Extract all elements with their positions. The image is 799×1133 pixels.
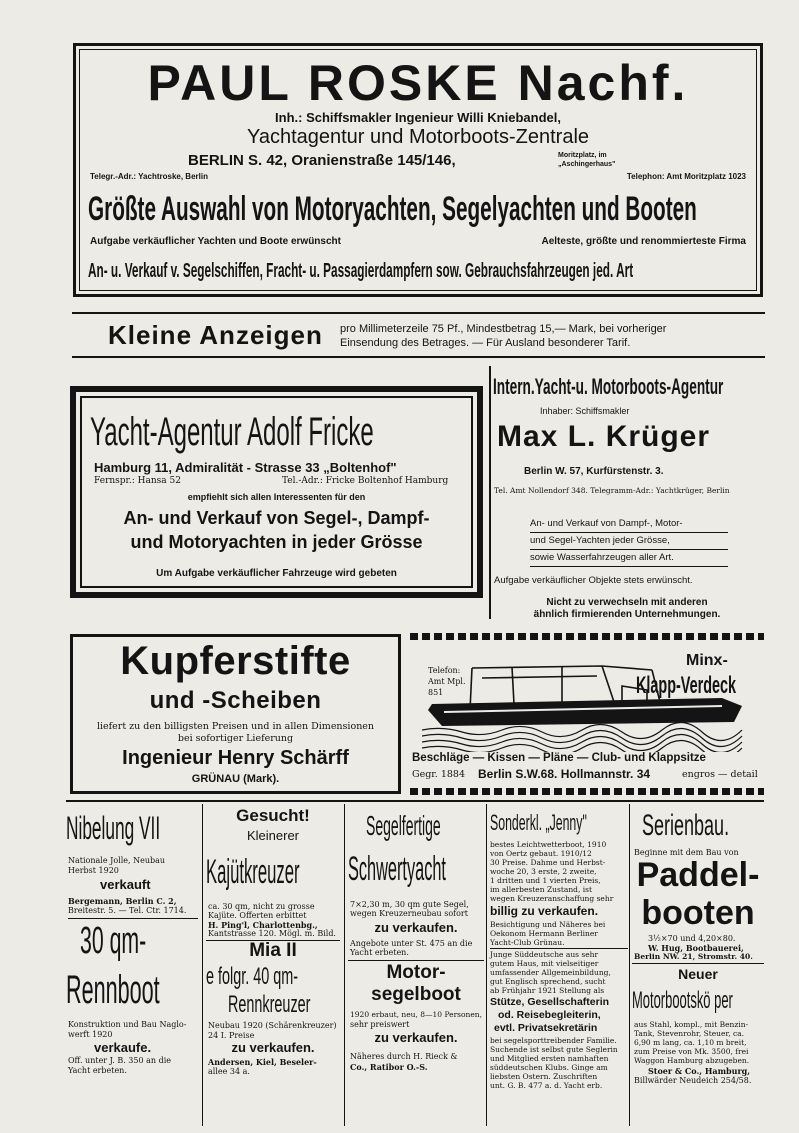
suchende-desc-2: [490, 1036, 628, 1090]
mia-title-3: Rennkreuzer: [228, 991, 311, 1018]
suchende-line: Suchende ist selbst gute Seglerin: [490, 1045, 618, 1054]
minx-brand: Minx-: [686, 652, 728, 669]
rennboot-cta: verkaufe.: [94, 1040, 152, 1055]
nibelung-street: Breitestr. 5. — Tel. Ctr. 1714.: [68, 906, 187, 915]
divider: [72, 356, 765, 358]
krueger-telegram: Tel. Amt Nollendorf 348. Telegramm-Adr.: Yachtkrüger, Berlin: [494, 486, 730, 495]
motorsegelboot-desc-2: sehr preiswert: [350, 1020, 410, 1029]
roske-name: PAUL ROSKE Nachf.: [147, 55, 689, 111]
motorsegelboot-desc-1: 1920 erbaut, neu, 8—10 Personen,: [350, 1010, 483, 1019]
roske-location-note-1: Moritzplatz, im: [558, 152, 607, 159]
schwertyacht-desc-1: 7×2,30 m, 30 qm gute Segel,: [350, 900, 469, 909]
jenny-line: 1 dritten und 1 vierten Preis,: [490, 876, 601, 885]
suchende-line: bei segelsporttreibender Familie.: [490, 1036, 617, 1045]
krueger-warning-2: ähnlich firmierenden Unternehmungen.: [533, 609, 721, 620]
jenny-desc: [490, 840, 628, 903]
paddel-title-2: booten: [641, 894, 755, 932]
mia-cta: zu verkaufen.: [231, 1040, 315, 1055]
jenny-contact-line: Oekonom Hermann Berliner: [490, 929, 598, 938]
paddel-seller: W. Hug, Bootbauerei,: [648, 943, 744, 953]
jenny-line: wegen Kreuzeranschaffung sehr: [490, 894, 614, 903]
suchende-line: und Mitglied ersten namhaften: [490, 1054, 609, 1063]
suchende-line: liebsten Ostern. Zuschriften: [490, 1072, 598, 1081]
kajuet-contact: H. Ping'l, Charlottenbg.,: [208, 920, 318, 930]
suchende-desc: [490, 950, 628, 995]
mia-seller-2: allee 34 a.: [208, 1067, 250, 1076]
gesucht-sub: Kleinerer: [246, 828, 300, 843]
jenny-line: woche 20, 3 erste, 2 zweite,: [490, 867, 597, 876]
fricke-recommend: empfiehlt sich allen Interessenten für den: [187, 492, 366, 502]
jenny-line: im allerbesten Zustand, ist: [490, 885, 592, 894]
motorsegelboot-contact-1: Näheres durch H. Rieck &: [350, 1052, 458, 1061]
suchende-line: ab Frühjahr 1921 Stellung als: [490, 986, 605, 995]
jenny-title: Sonderkl. „Jenny": [490, 810, 587, 835]
rennboot-title-1: 30 qm-: [80, 920, 147, 962]
motorsegelboot-cta: zu verkaufen.: [374, 1030, 458, 1045]
roske-tagline: Yachtagentur und Motorboots-Zentrale: [246, 126, 590, 148]
kupfer-ad: [70, 634, 401, 794]
motorboot-line: Waggon Hamburg abzugeben.: [634, 1056, 750, 1065]
schwertyacht-offer-2: Yacht erbeten.: [350, 948, 409, 957]
mia-title: Mia II: [249, 940, 297, 961]
serienbau-title: Serienbau.: [642, 809, 730, 842]
roske-address: BERLIN S. 42, Oranienstraße 145/146,: [188, 152, 456, 169]
krueger-services-3: sowie Wasserfahrzeugen aller Art.: [530, 550, 728, 567]
fricke-ad: [70, 386, 483, 598]
schwertyacht-desc-2: wegen Kreuzerneubau sofort: [350, 909, 468, 918]
suchende-line: süddeutschen Klubs. Ginge am: [490, 1063, 608, 1072]
kajuet-desc-1: ca. 30 qm, nicht zu grosse: [208, 902, 315, 911]
kupfer-city: GRÜNAU (Mark).: [191, 773, 280, 785]
krueger-services-2: und Segel-Yachten jeder Grösse,: [530, 533, 728, 550]
krueger-services-1: An- und Verkauf von Dampf-, Motor-: [530, 516, 728, 533]
suchende-line: umfassender Allgemeinbildung,: [490, 968, 611, 977]
motorboot-line: 6,90 m lang, ca. 1,10 m breit,: [634, 1038, 747, 1047]
motorsegelboot-title-2: segelboot: [371, 984, 461, 1005]
divider: [348, 960, 484, 961]
suchende-line: unt. G. B. 477 a. d. Yacht erb.: [490, 1081, 603, 1090]
krueger-warning-1: Nicht zu verwechseln mit anderen: [546, 597, 708, 608]
fricke-bottom: Um Aufgabe verkäuflicher Fahrzeuge wird gebeten: [156, 568, 397, 579]
suchende-line: Junge Süddeutsche aus sehr: [490, 950, 599, 959]
minx-phone-amt: Amt Mpl.: [428, 677, 466, 686]
motorboot-title-1: Neuer: [678, 966, 718, 982]
kupfer-company: Ingenieur Henry Schärff: [122, 747, 349, 769]
divider: [72, 312, 765, 314]
paddel-street: Berlin NW. 21, Stromstr. 40.: [634, 952, 753, 961]
mia-desc-1: Neubau 1920 (Schärenkreuzer): [208, 1021, 337, 1030]
dashed-rule: [410, 788, 764, 795]
fricke-big1: An- und Verkauf von Segel-, Dampf-: [123, 508, 430, 528]
roske-headline: Größte Auswahl von Motoryachten, Segelyachten und Booten: [88, 190, 697, 228]
nibelung-seller: Bergemann, Berlin C. 2,: [68, 896, 177, 906]
mia-title-2: e folgr. 40 qm-: [206, 963, 299, 990]
serienbau-desc: Beginne mit dem Bau von: [634, 848, 739, 857]
motorboot-street: Billwärder Neudeich 254/58.: [634, 1076, 752, 1085]
divider: [489, 366, 491, 619]
motorboot-line: zum Preise von Mk. 3500, frei: [634, 1047, 749, 1056]
kleine-line1: pro Millimeterzeile 75 Pf., Mindestbetrag 15,— Mark, bei vorheriger: [340, 323, 667, 335]
krueger-header: Intern.Yacht-u. Motorboots-Agentur: [493, 374, 724, 399]
gesucht-head: Gesucht!: [236, 806, 310, 825]
jenny-contact-line: Yacht-Club Grünau.: [490, 938, 565, 947]
kupfer-subtitle: und -Scheiben: [149, 687, 322, 714]
paddel-title-1: Paddel-: [636, 856, 760, 894]
kupfer-line2: bei sofortiger Lieferung: [177, 733, 294, 744]
boat-illustration: [422, 660, 752, 752]
kleine-title: Kleine Anzeigen: [108, 320, 323, 350]
kleine-line2: Einsendung des Betrages. — Für Ausland besonderer Tarif.: [340, 337, 631, 349]
rennboot-offer-2: Yacht erbeten.: [68, 1066, 127, 1075]
motorboot-seller: Stoer & Co., Hamburg,: [648, 1066, 751, 1076]
jenny-line: 30 Preise. Dahme und Herbst-: [490, 858, 606, 867]
roske-location-note-2: „Aschingerhaus": [558, 161, 616, 168]
minx-trade: engros — detail: [682, 769, 758, 780]
kajuetkreuzer-title: Kajütkreuzer: [206, 853, 300, 891]
column-rule: [486, 804, 487, 1126]
schwertyacht-cta: zu verkaufen.: [374, 920, 458, 935]
roske-telegram: Telegr.-Adr.: Yachtroske, Berlin: [90, 172, 208, 181]
roske-owner: Inh.: Schiffsmakler Ingenieur Willi Kniebandel,: [275, 110, 561, 125]
schwertyacht-title-1: Segelfertige: [366, 810, 441, 841]
mia-seller: Andersen, Kiel, Beseler-: [208, 1057, 317, 1067]
jenny-line: bestes Leichtwetterboot, 1910: [490, 840, 607, 849]
suchende-big-2: od. Reisebegleiterin,: [498, 1009, 601, 1021]
divider: [66, 800, 764, 802]
motorsegelboot-title-1: Motor-: [386, 962, 446, 983]
divider: [632, 963, 764, 964]
kupfer-title: Kupferstifte: [120, 639, 351, 683]
kajuet-street: Kantstrasse 120. Mögl. m. Bild.: [208, 929, 336, 938]
motorboot-line: aus Stahl, kompl., mit Benzin-: [634, 1020, 749, 1029]
divider: [490, 948, 628, 949]
kajuet-desc-2: Kajüte. Offerten erbittet: [208, 911, 307, 920]
rennboot-desc-2: werft 1920: [68, 1030, 113, 1039]
paddel-dims: 3½×70 und 4,20×80.: [648, 934, 736, 943]
nibelung-desc-2: Herbst 1920: [68, 866, 119, 875]
minx-phone-num: 851: [428, 688, 444, 697]
motorboot-desc: [634, 1020, 766, 1065]
rennboot-offer-1: Off. unter J. B. 350 an die: [68, 1056, 171, 1065]
column-rule: [344, 804, 345, 1126]
nibelung-title: Nibelung VII: [66, 810, 161, 846]
minx-founded: Gegr. 1884: [412, 769, 466, 780]
suchende-big-1: Stütze, Gesellschafterin: [490, 996, 610, 1008]
nibelung-status: verkauft: [100, 877, 151, 892]
rennboot-title-2: Rennboot: [66, 968, 160, 1012]
suchende-line: gutem Haus, mit vielseitiger: [490, 959, 599, 968]
fricke-address: Hamburg 11, Admiralität - Strasse 33 „Boltenhof": [94, 460, 397, 475]
fricke-big2: und Motoryachten in jeder Grösse: [130, 532, 423, 552]
nibelung-desc-1: Nationale Jolle, Neubau: [68, 856, 166, 865]
suchende-line: gut Englisch sprechend, sucht: [490, 977, 606, 986]
motorboot-title-2: Motorbootskö per: [632, 987, 733, 1014]
jenny-contact: [490, 920, 628, 947]
mia-desc-2: 24 I. Preise: [208, 1031, 255, 1040]
schwertyacht-title-2: Schwertyacht: [348, 850, 446, 888]
roske-bottom: An- u. Verkauf v. Segelschiffen, Fracht- u. Passagierdampfern sow. Gebrauchsfahrzeugen jed. Art: [88, 260, 634, 282]
roske-phone: Telephon: Amt Moritzplatz 1023: [626, 172, 746, 181]
column-rule: [629, 804, 630, 1126]
minx-phone-label: Telefon:: [428, 666, 461, 675]
rennboot-desc-1: Konstruktion und Bau Naglo-: [68, 1020, 187, 1029]
roske-ad: [73, 43, 763, 297]
dashed-rule: [410, 633, 764, 640]
roske-right-note: Aelteste, größte und renommierteste Firma: [541, 236, 746, 247]
krueger-owner: Inhaber: Schiffsmakler: [540, 406, 630, 416]
motorboot-line: Tank, Stevenrohr, Steuer, ca.: [634, 1029, 745, 1038]
kupfer-line1: liefert zu den billigsten Preisen und in allen Dimensionen: [96, 721, 375, 732]
minx-product: Klapp-Verdeck: [636, 672, 737, 699]
fricke-title: Yacht-Agentur Adolf Fricke: [90, 410, 374, 454]
fricke-telegram: Tel.-Adr.: Fricke Boltenhof Hamburg: [282, 476, 449, 486]
krueger-name: Max L. Krüger: [497, 420, 711, 453]
jenny-line: von Oertz gebaut. 1910/12: [490, 849, 592, 858]
minx-items: Beschläge — Kissen — Pläne — Club- und Klappsitze: [412, 752, 706, 764]
motorsegelboot-contact-2: Co., Ratibor O.-S.: [350, 1062, 428, 1072]
schwertyacht-offer-1: Angebote unter St. 475 an die: [350, 939, 473, 948]
minx-address: Berlin S.W.68. Hollmannstr. 34: [478, 767, 651, 781]
jenny-contact-line: Besichtigung und Näheres bei: [490, 920, 606, 929]
suchende-big-3: evtl. Privatsekretärin: [494, 1022, 598, 1034]
column-rule: [202, 804, 203, 1126]
jenny-cta: billig zu verkaufen.: [490, 904, 599, 918]
fricke-phone: Fernspr.: Hansa 52: [94, 476, 181, 486]
krueger-note: Aufgabe verkäuflicher Objekte stets erwünscht.: [494, 575, 693, 586]
roske-left-note: Aufgabe verkäuflicher Yachten und Boote erwünscht: [90, 236, 341, 247]
krueger-address: Berlin W. 57, Kurfürstenstr. 3.: [524, 466, 664, 477]
